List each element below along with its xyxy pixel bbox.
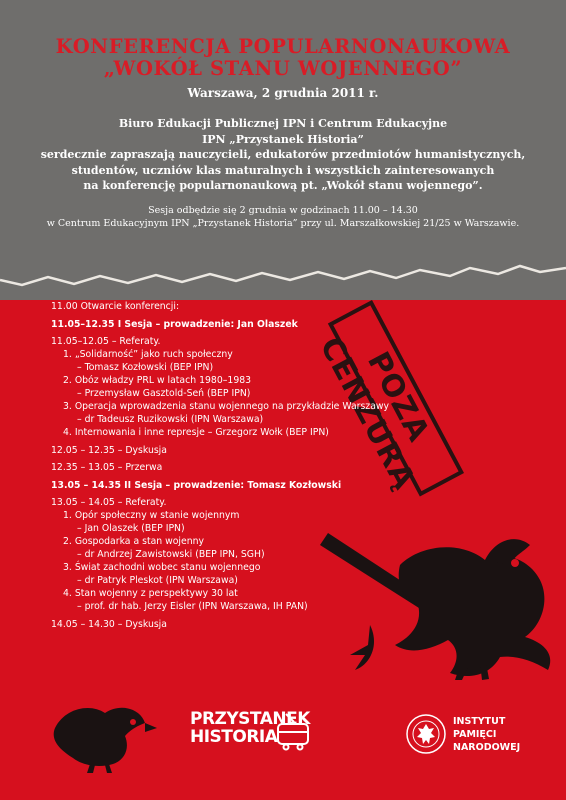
stamp-text: POZA CENZURĄ	[312, 331, 437, 496]
tram-icon	[274, 712, 312, 752]
bird-eye	[130, 719, 136, 725]
conference-date: Warszawa, 2 grudnia 2011 r.	[187, 86, 379, 100]
ipn-emblem-icon	[405, 713, 447, 755]
invitation-line: Biuro Edukacji Publicznej IPN i Centrum Edukacyjne	[118, 117, 448, 130]
session1-talk-author: – dr Tadeusz Ruzikowski (IPN Warszawa)	[77, 414, 264, 425]
session1-talk-author: – Tomasz Kozłowski (BEP IPN)	[77, 362, 214, 373]
session2-talk-author: – dr Andrzej Zawistowski (BEP IPN, SGH)	[77, 549, 265, 560]
session-info	[0, 204, 566, 231]
break: 12.35 – 13.05 – Przerwa	[51, 462, 163, 473]
invitation-line: serdecznie zapraszają nauczycieli, edukatorów przedmiotów humanistycznych,	[40, 148, 526, 161]
session2-talk-author: – dr Patryk Pleskot (IPN Warszawa)	[77, 575, 238, 586]
session1-discussion: 12.05 – 12.35 – Dyskusja	[51, 444, 167, 456]
logo-przystanek-text: PRZYSTANEK	[190, 709, 310, 729]
session2-discussion: 14.05 – 14.30 – Dyskusja	[51, 618, 167, 630]
session2-talk-title: 4. Stan wojenny z perspektywy 30 lat	[63, 588, 238, 599]
session2-talks-label: 13.05 – 14.05 – Referaty.	[51, 497, 167, 508]
invitation-line: studentów, uczniów klas maturalnych i wszystkich zainteresowanych	[71, 163, 495, 177]
invitation-line: IPN „Przystanek Historia”	[202, 132, 364, 146]
session2-talk-author: – Jan Olaszek (BEP IPN)	[77, 523, 185, 534]
session1-talk-title: 1. „Solidarność” jako ruch społeczny	[63, 349, 233, 360]
session2-talk-title: 3. Świat zachodni wobec stanu wojennego	[63, 562, 261, 573]
conference-title-line2: „WOKÓŁ STANU WOJENNEGO”	[103, 57, 463, 80]
invitation-text	[0, 116, 566, 194]
session2-talk-author: – prof. dr hab. Jerzy Eisler (IPN Warszawa, IH PAN)	[77, 601, 308, 612]
ipn-logo	[405, 713, 545, 763]
bird-illustration-bottom-left	[45, 688, 160, 773]
ipn-name	[453, 715, 520, 754]
ipn-name-line: NARODOWEJ	[453, 742, 521, 753]
session1-talk-title: 4. Internowania i inne represje – Grzegorz Wołk (BEP IPN)	[63, 427, 329, 438]
program-opening: 11.00 Otwarcie konferencji:	[51, 301, 180, 312]
session1-talk-title: 2. Obóz władzy PRL w latach 1980–1983	[63, 375, 252, 386]
session-line: w Centrum Edukacyjnym IPN „Przystanek Historia” przy ul. Marszałkowskiej 21/25 w Warszawie.	[46, 218, 520, 229]
session-line: Sesja odbędzie się 2 grudnia w godzinach 11.00 – 14.30	[148, 204, 418, 216]
ipn-name-line: PAMIĘCI	[453, 729, 497, 740]
header	[0, 36, 566, 231]
crow-eye	[511, 559, 519, 567]
ipn-name-line: INSTYTUT	[453, 716, 506, 727]
session2-heading: 13.05 – 14.35 II Sesja – prowadzenie: Tomasz Kozłowski	[51, 479, 342, 491]
session2-talk-title: 1. Opór społeczny w stanie wojennym	[63, 510, 240, 521]
session1-heading: 11.05–12.35 I Sesja – prowadzenie: Jan Olaszek	[51, 318, 298, 330]
session1-talks-label: 11.05–12.05 – Referaty.	[51, 336, 161, 347]
przystanek-historia-logo	[190, 710, 320, 760]
conference-program	[51, 300, 511, 631]
conference-title-line1: KONFERENCJA POPULARNONAUKOWA	[55, 35, 511, 58]
session2-talk-title: 2. Gospodarka a stan wojenny	[63, 536, 205, 547]
session1-talk-author: – Przemysław Gasztold-Seń (BEP IPN)	[77, 388, 251, 399]
invitation-line: na konferencję popularnonaukową pt. „Wokół stanu wojennego”.	[83, 179, 483, 192]
session1-talk-title: 3. Operacja wprowadzenia stanu wojennego na przykładzie Warszawy	[63, 401, 389, 412]
logo-historia-text: HISTORIA	[190, 727, 278, 747]
